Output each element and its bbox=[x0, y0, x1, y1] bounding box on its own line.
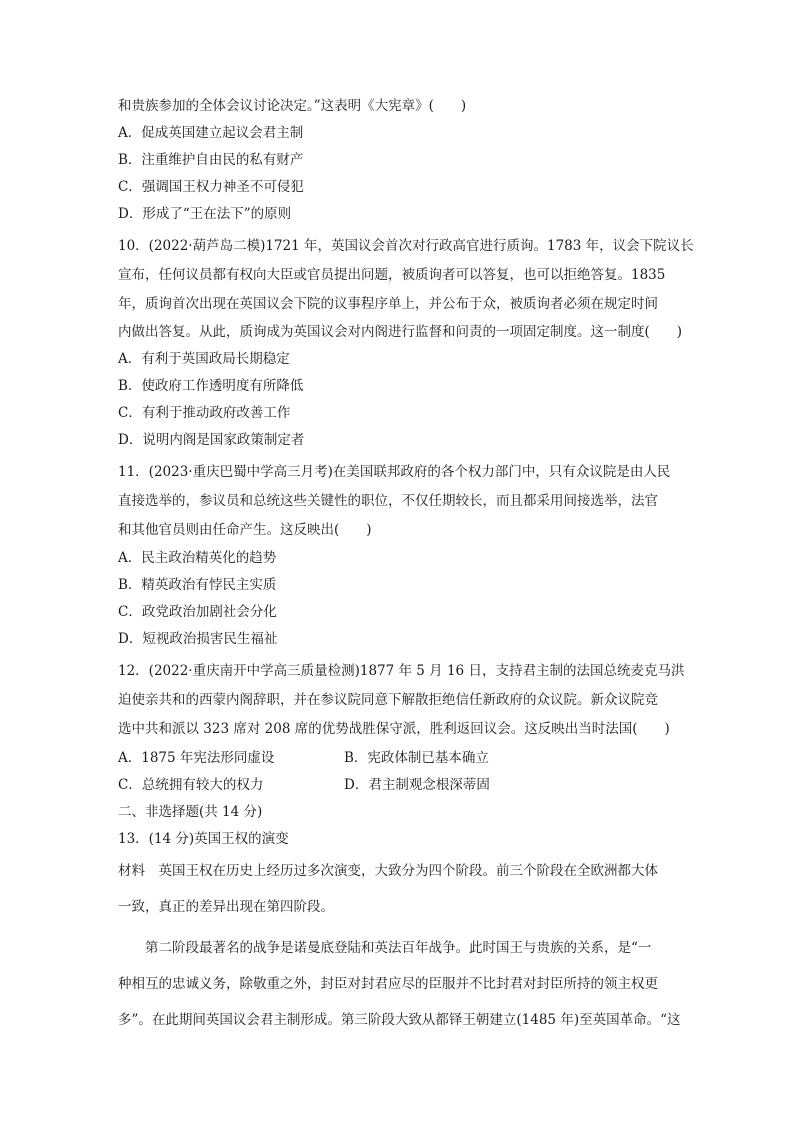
material-line: 材料 英国王权在历史上经历过多次演变，大致分为四个阶段。前三个阶段在全欧洲都大体 bbox=[118, 863, 658, 879]
q10-stem-line: 宣布，任何议员都有权向大臣或官员提出问题，被质询者可以答复，也可以拒绝答复。1835 bbox=[118, 267, 666, 283]
q9-option-b: B．注重维护自由民的私有财产 bbox=[118, 152, 304, 168]
q12-option-a: A．1875 年宪法形同虚设 bbox=[118, 750, 275, 766]
q11-option-d: D．短视政治损害民生福祉 bbox=[118, 631, 278, 647]
q11-option-b: B．精英政治有悖民主实质 bbox=[118, 577, 277, 593]
q11-option-c: C．政党政治加剧社会分化 bbox=[118, 604, 277, 620]
q11-stem-line: 和其他官员则由任命产生。这反映出( ) bbox=[118, 522, 372, 538]
material-line: 一致，真正的差异出现在第四阶段。 bbox=[118, 899, 334, 915]
q10-stem-line: 10．(2022·葫芦岛二模)1721 年，英国议会首次对行政高官进行质询。1783 年，议会下院议长 bbox=[118, 238, 694, 254]
q10-option-d: D．说明内阁是国家政策制定者 bbox=[118, 432, 305, 448]
q10-option-b: B．使政府工作透明度有所降低 bbox=[118, 378, 304, 394]
q9-stem-tail: 和贵族参加的全体会议讨论决定。”这表明《大宪章》( ) bbox=[118, 98, 467, 114]
q10-stem-line: 内做出答复。从此，质询成为英国议会对内阁进行监督和问责的一项固定制度。这一制度( ) bbox=[118, 324, 683, 340]
material-paragraph-line: 多”。在此期间英国议会君主制形成。第三阶段大致从都铎王朝建立(1485 年)至英国革命。“这 bbox=[118, 1012, 681, 1028]
q9-option-a: A．促成英国建立起议会君主制 bbox=[118, 125, 304, 141]
q10-option-c: C．有利于推动政府改善工作 bbox=[118, 405, 291, 421]
q10-option-a: A．有利于英国政局长期稳定 bbox=[118, 351, 290, 367]
q12-option-b: B．宪政体制已基本确立 bbox=[344, 750, 489, 766]
q13-title: 13．(14 分)英国王权的演变 bbox=[118, 831, 289, 847]
q12-stem-line: 12．(2022·重庆南开中学高三质量检测)1877 年 5 月 16 日，支持君主制的法国总统麦克马洪 bbox=[118, 663, 685, 679]
q9-option-d: D．形成了“王在法下”的原则 bbox=[118, 206, 292, 222]
material-paragraph-line: 第二阶段最著名的战争是诺曼底登陆和英法百年战争。此时国王与贵族的关系，是“一 bbox=[118, 940, 652, 956]
q11-option-a: A．民主政治精英化的趋势 bbox=[118, 550, 277, 566]
q9-option-c: C．强调国王权力神圣不可侵犯 bbox=[118, 179, 304, 195]
q12-option-c: C．总统拥有较大的权力 bbox=[118, 777, 264, 793]
q12-option-d: D．君主制观念根深蒂固 bbox=[344, 777, 490, 793]
material-paragraph-line: 种相互的忠诚义务，除敬重之外，封臣对封君应尽的臣服并不比封君对封臣所持的领主权更 bbox=[118, 976, 658, 992]
q12-stem-line: 选中共和派以 323 席对 208 席的优势战胜保守派，胜利返回议会。这反映出当时法国( ) bbox=[118, 721, 670, 737]
q11-stem-line: 11．(2023·重庆巴蜀中学高三月考)在美国联邦政府的各个权力部门中，只有众议院是由人民 bbox=[118, 464, 671, 480]
q10-stem-line: 年，质询首次出现在英国议会下院的议事程序单上，并公布于众，被质询者必须在规定时间 bbox=[118, 296, 658, 312]
q12-stem-line: 迫使亲共和的西蒙内阁辞职，并在参议院同意下解散拒绝信任新政府的众议院。新众议院竞 bbox=[118, 692, 658, 708]
section-heading: 二、非选择题(共 14 分) bbox=[118, 804, 263, 820]
q11-stem-line: 直接选举的，参议员和总统这些关键性的职位，不仅任期较长，而且都采用间接选举，法官 bbox=[118, 493, 658, 509]
